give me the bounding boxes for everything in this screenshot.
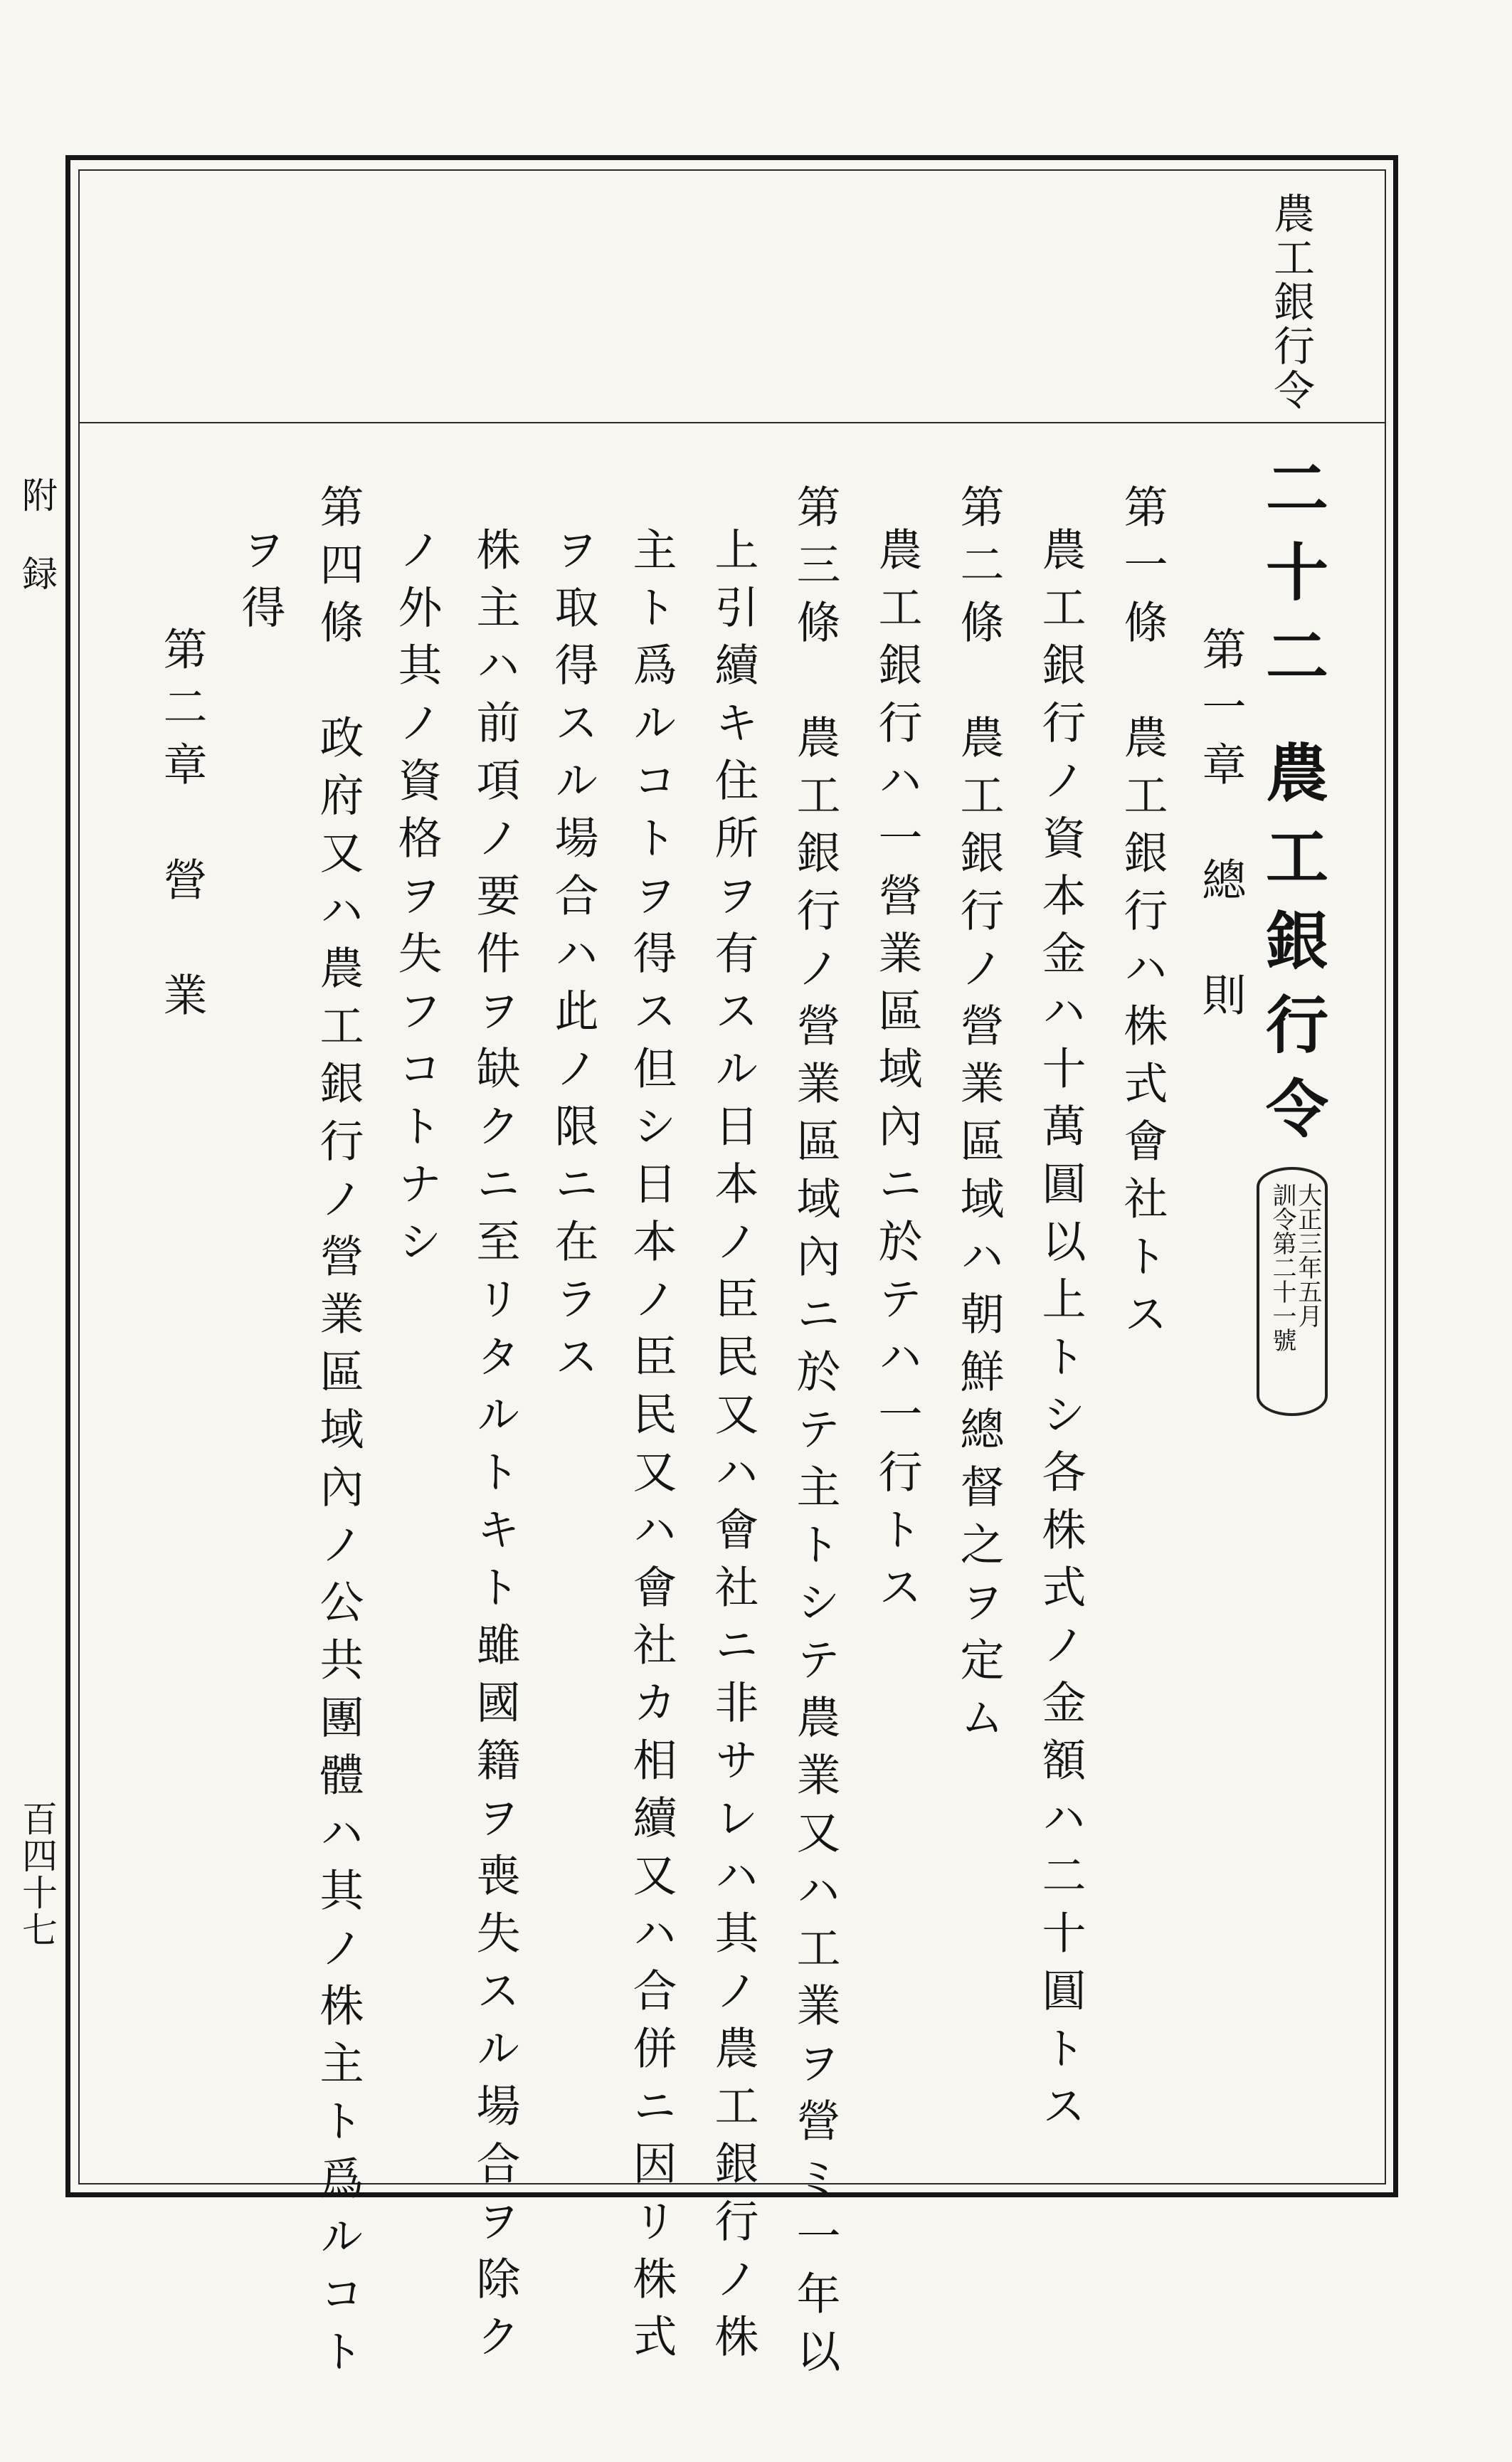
running-header-title: 農工銀行令	[1267, 192, 1315, 413]
article-4: 第四條 政府又ハ農工銀行ノ營業區域內ノ公共團體ハ其ノ株主ト爲ルコト	[312, 484, 364, 2386]
article-3-para-2-line-2: ノ外其ノ資格ヲ失フコトナシ	[391, 527, 443, 1276]
article-2-para-2: 農工銀行ハ一營業區域內ニ於テハ一行トス	[871, 527, 923, 1622]
chapter-heading-1: 第一章 總 則	[1195, 626, 1247, 1030]
article-1-para-2: 農工銀行ノ資本金ハ十萬圓以上トシ各株式ノ金額ハ二十圓トス	[1035, 527, 1087, 2140]
article-3-line-4: ヲ取得スル場合ハ此ノ限ニ在ラス	[547, 527, 599, 1391]
article-2: 第二條 農工銀行ノ營業區域ハ朝鮮總督之ヲ定ム	[953, 484, 1005, 1752]
header-divider	[80, 422, 1385, 423]
running-header	[1264, 192, 1321, 413]
article-3: 第三條 農工銀行ノ營業區域內ニ於テ主トシテ農業又ハ工業ヲ營ミ一年以	[789, 484, 841, 2386]
reference-line-1: 大正三年五月	[1294, 1183, 1322, 1328]
appendix-label: 附録	[16, 477, 58, 633]
page-number: 百四十七	[16, 1800, 58, 1948]
article-3-para-2: 株主ハ前項ノ要件ヲ缺クニ至リタルトキト雖國籍ヲ喪失スル場合ヲ除ク	[469, 527, 521, 2371]
section-title: 農工銀行令	[1256, 740, 1330, 1160]
article-1: 第一條 農工銀行ハ株式會社トス	[1116, 484, 1168, 1348]
reference-line-2: 訓令第二十一號	[1268, 1183, 1296, 1352]
chapter-heading-2: 第二章 營 業	[156, 626, 208, 1030]
reference-note	[1257, 1167, 1335, 1423]
article-4-line-2: ヲ得	[234, 527, 286, 642]
section-title-wrap	[1256, 740, 1345, 2462]
section-number: 二十二	[1256, 455, 1330, 707]
article-3-line-3: 主ト爲ルコトヲ得ス但シ日本ノ臣民又ハ會社カ相續又ハ合併ニ因リ株式	[625, 527, 677, 2371]
article-3-line-2: 上引續キ住所ヲ有スル日本ノ臣民又ハ會社ニ非サレハ其ノ農工銀行ノ株	[707, 527, 759, 2371]
